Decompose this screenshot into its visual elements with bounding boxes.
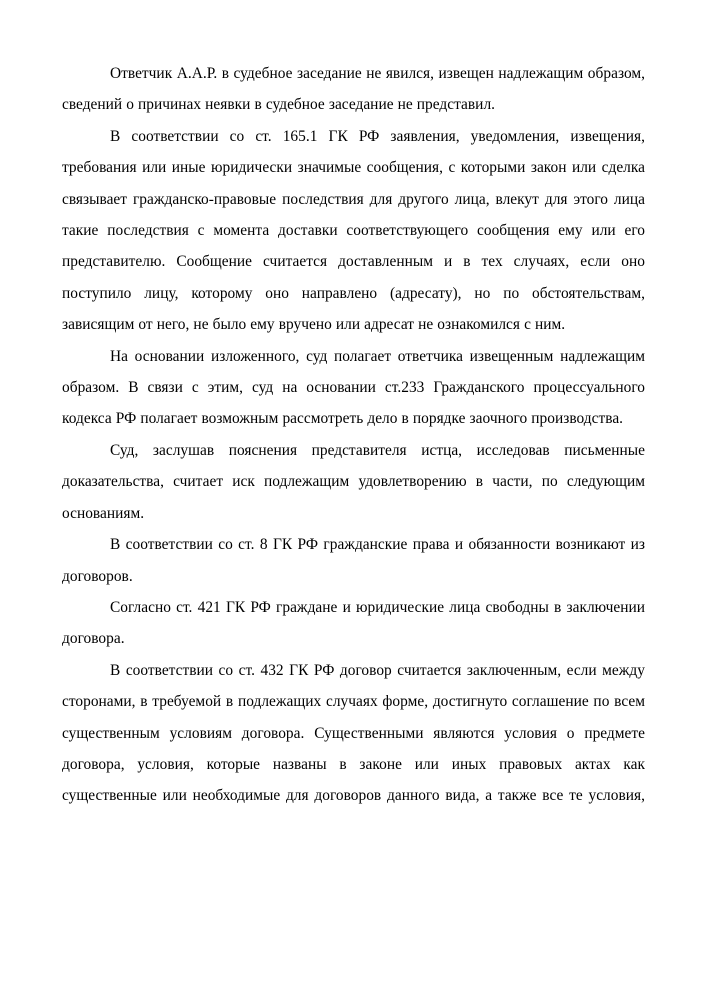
paragraph-article-421: Согласно ст. 421 ГК РФ граждане и юридические лица свободны в заключении договора.	[62, 598, 645, 648]
paragraph-notification-conclusion: На основании изложенного, суд полагает ответчика извещенным надлежащим образом. В связи с этим, суд на основании ст.233 Гражданского процессуального кодекса РФ полагает возможным рассмотреть дело в порядке заочного производства.	[62, 347, 645, 428]
document-body	[62, 58, 645, 812]
paragraph-article-165-1: В соответствии со ст. 165.1 ГК РФ заявления, уведомления, извещения, требования или иные юридически значимые сообщения, с которыми закон или сделка связывает гражданско-правовые последствия для другого лица, влекут для этого лица такие последствия с момента доставки соответствующего сообщения ему или его представителю. Сообщение считается доставленным и в тех случаях, если оно поступило лицу, которому оно направлено (адресату), но по обстоятельствам, зависящим от него, не было ему вручено или адресат не ознакомился с ним.	[62, 127, 645, 334]
paragraph-article-432: В соответствии со ст. 432 ГК РФ договор считается заключенным, если между сторонами, в требуемой в подлежащих случаях форме, достигнуто соглашение по всем существенным условиям договора. Существенными являются условия о предмете договора, условия, которые названы в законе или иных правовых актах как существенные или необходимые для договоров данного вида, а также все те условия,	[62, 661, 645, 805]
paragraph-court-findings: Суд, заслушав пояснения представителя истца, исследовав письменные доказательства, считает иск подлежащим удовлетворению в части, по следующим основаниям.	[62, 441, 645, 522]
paragraph-defendant-absence: Ответчик А.А.Р. в судебное заседание не явился, извещен надлежащим образом, сведений о причинах неявки в судебное заседание не представил.	[62, 65, 645, 114]
paragraph-article-8: В соответствии со ст. 8 ГК РФ гражданские права и обязанности возникают из договоров.	[62, 536, 645, 585]
